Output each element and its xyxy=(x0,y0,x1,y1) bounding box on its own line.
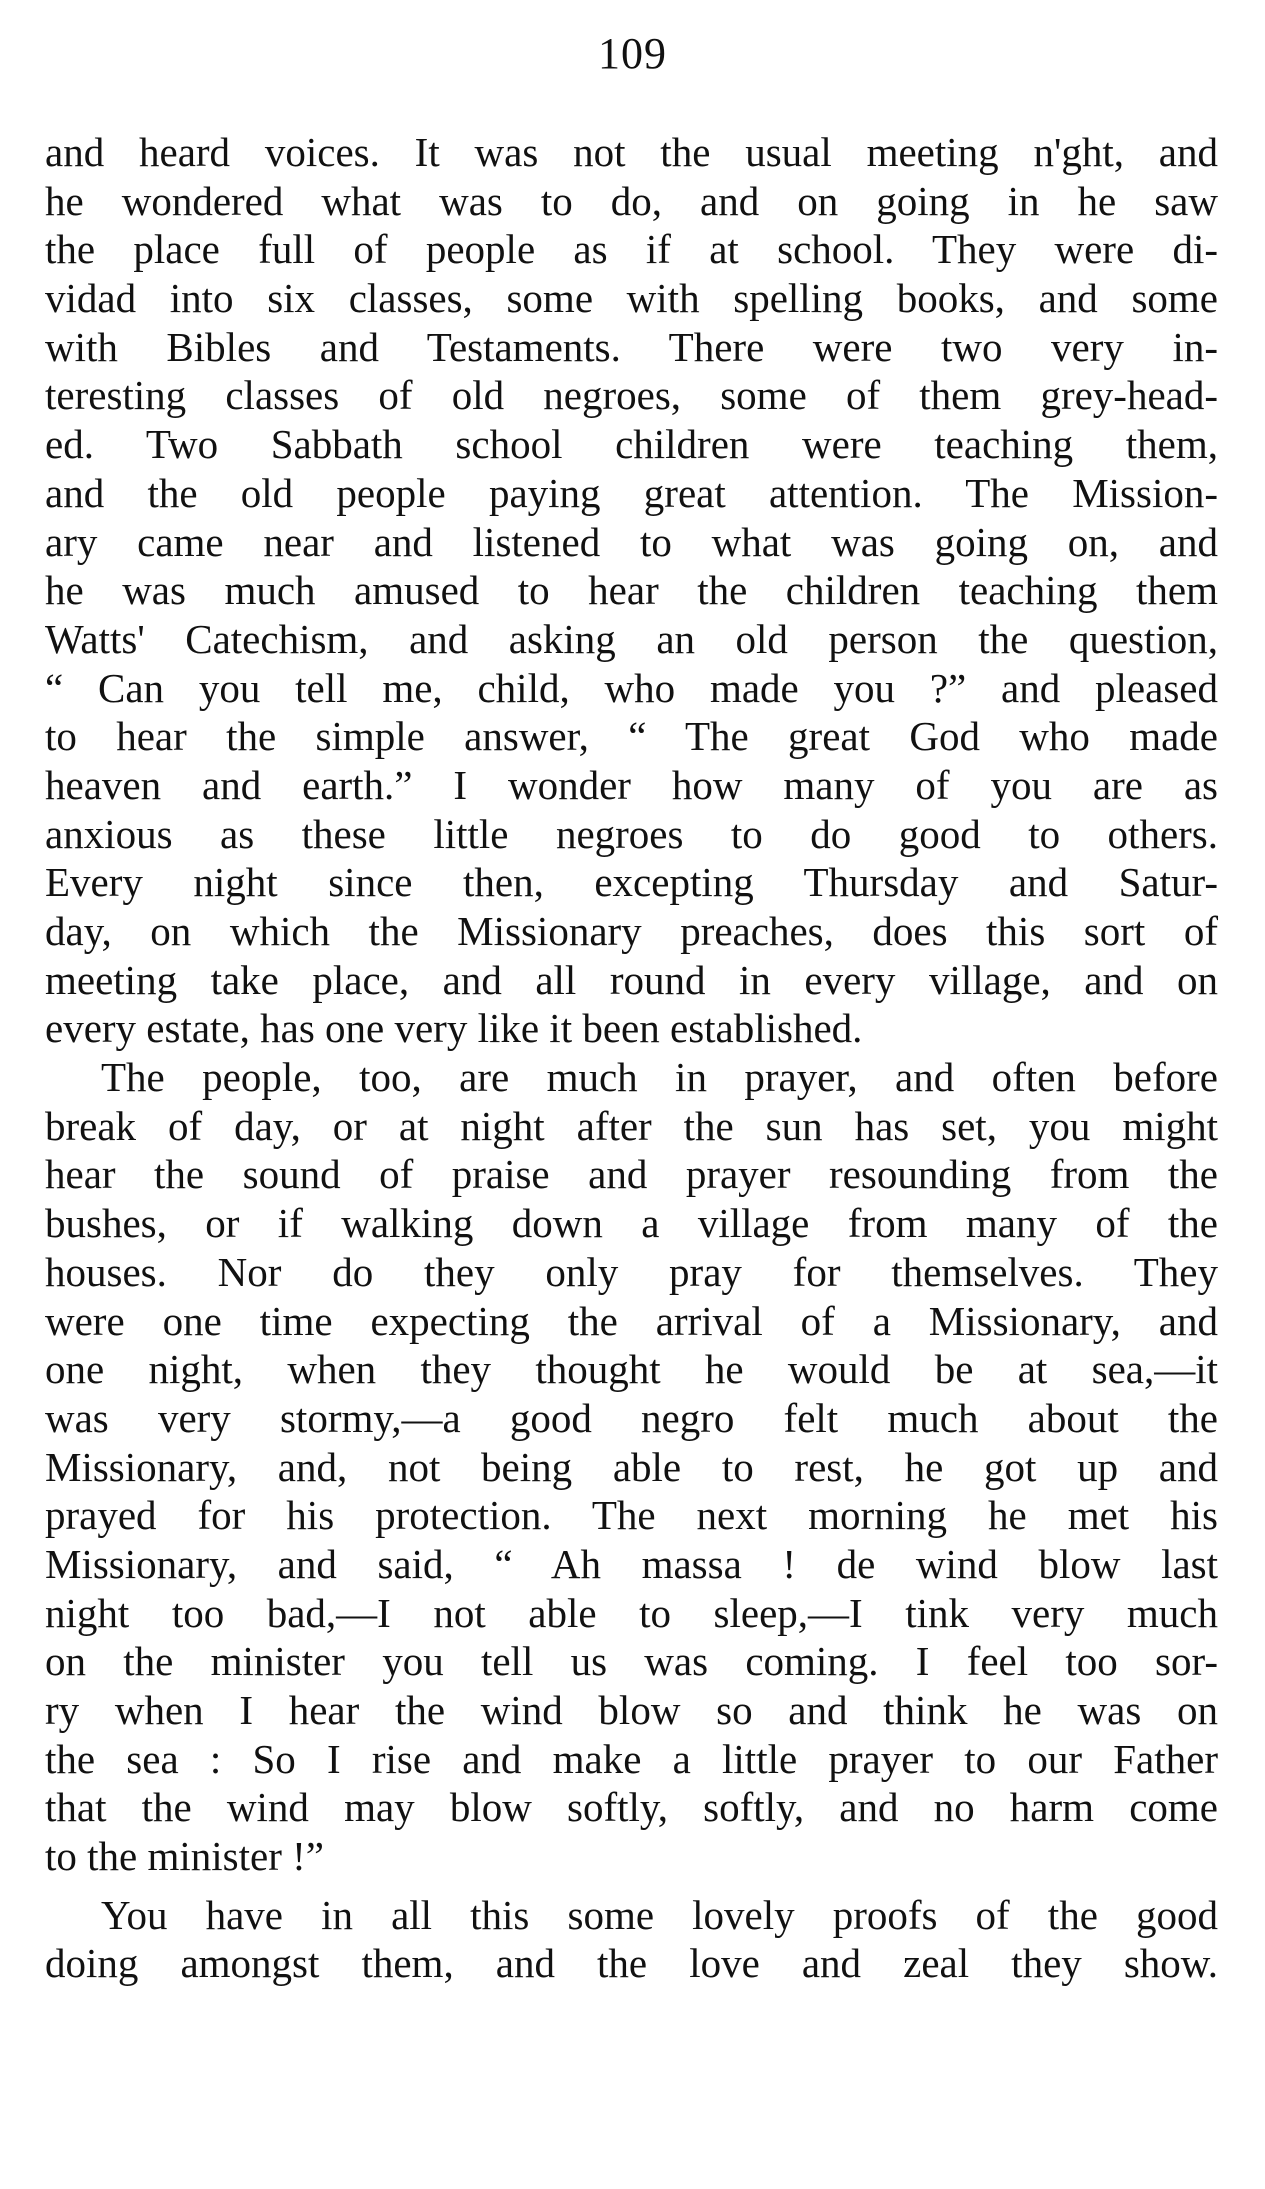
paragraph-spacer xyxy=(45,1881,1218,1891)
text-line: with Bibles and Testaments. There were two very in- xyxy=(45,323,1218,370)
text-line: the sea : So I rise and make a little prayer to our Father xyxy=(45,1735,1218,1782)
text-line: were one time expecting the arrival of a Missionary, and xyxy=(45,1297,1218,1344)
text-line: the place full of people as if at school. They were di- xyxy=(45,226,1218,273)
text-line: he wondered what was to do, and on going in he saw xyxy=(45,177,1218,224)
text-line: teresting classes of old negroes, some of them grey-head- xyxy=(45,372,1218,419)
paragraph xyxy=(45,1891,1218,1988)
text-line: day, on which the Missionary preaches, does this sort of xyxy=(45,908,1218,954)
paragraph xyxy=(45,128,1218,1053)
text-line: one night, when they thought he would be at sea,—it xyxy=(45,1346,1218,1393)
text-line: meeting take place, and all round in every village, and on xyxy=(45,956,1218,1003)
text-line: heaven and earth.” I wonder how many of you are as xyxy=(45,761,1218,808)
text-line: doing amongst them, and the love and zeal they show. xyxy=(45,1940,1218,1987)
text-line: that the wind may blow softly, softly, and no harm come xyxy=(45,1784,1218,1831)
text-line: houses. Nor do they only pray for themselves. They xyxy=(45,1248,1218,1295)
text-line: Watts' Catechism, and asking an old person the question, xyxy=(45,615,1218,662)
text-line: ary came near and listened to what was going on, and xyxy=(45,518,1218,565)
text-line: was very stormy,—a good negro felt much about the xyxy=(45,1394,1218,1441)
text-line: Missionary, and said, “ Ah massa ! de wind blow last xyxy=(45,1540,1218,1587)
text-line: and the old people paying great attention. The Mission- xyxy=(45,469,1218,516)
page-number: 109 xyxy=(598,29,667,78)
text-line: every estate, has one very like it been established. xyxy=(45,1005,863,1052)
text-line: prayed for his protection. The next morning he met his xyxy=(45,1492,1218,1539)
text-line: ry when I hear the wind blow so and think he was on xyxy=(45,1687,1218,1733)
text-line: bushes, or if walking down a village from many of the xyxy=(45,1200,1218,1247)
text-line: The people, too, are much in prayer, and often before xyxy=(101,1054,1218,1101)
text-line: break of day, or at night after the sun has set, you might xyxy=(45,1102,1218,1149)
text-line: night too bad,—I not able to sleep,—I tink very much xyxy=(45,1589,1218,1636)
text-line: to the minister !” xyxy=(45,1833,324,1880)
text-line: Every night since then, excepting Thursday and Satur- xyxy=(45,859,1218,906)
text-line: anxious as these little negroes to do good to others. xyxy=(45,810,1218,857)
text-line: ed. Two Sabbath school children were teaching them, xyxy=(45,421,1218,468)
text-line: hear the sound of praise and prayer resounding from the xyxy=(45,1151,1218,1198)
text-line: You have in all this some lovely proofs of the good xyxy=(101,1891,1218,1938)
text-line: Missionary, and, not being able to rest, he got up and xyxy=(45,1443,1218,1490)
text-line: to hear the simple answer, “ The great God who made xyxy=(45,713,1218,760)
body-text xyxy=(45,128,1218,1988)
text-line: on the minister you tell us was coming. I feel too sor- xyxy=(45,1638,1218,1685)
text-line: vidad into six classes, some with spelling books, and some xyxy=(45,275,1218,322)
text-line: “ Can you tell me, child, who made you ?” and pleased xyxy=(45,664,1218,711)
text-line: he was much amused to hear the children teaching them xyxy=(45,567,1218,614)
text-line: and heard voices. It was not the usual meeting n'ght, and xyxy=(45,129,1218,175)
paragraph xyxy=(45,1053,1218,1881)
